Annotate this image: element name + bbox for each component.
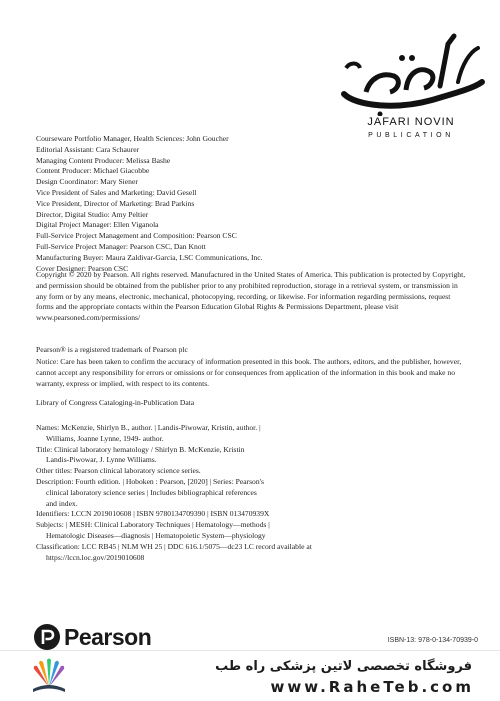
credit-line: Cover Designer: Pearson CSC xyxy=(36,263,129,273)
cip-title-cont: Landis-Piwowar, J. Lynne Williams. xyxy=(46,455,157,465)
cip-description: Description: Fourth edition. | Hoboken : Pearson, [2020] | Series: Pearson's xyxy=(36,476,264,486)
cip-title: Title: Clinical laboratory hematology / Shirlyn B. McKenzie, Kristin xyxy=(36,444,245,454)
credit-line: Full-Service Project Manager: Pearson CSC, Dan Knott xyxy=(36,241,206,251)
pearson-wordmark: Pearson xyxy=(64,624,152,650)
jafari-novin-calligraphy-icon xyxy=(336,28,486,116)
cip-names-cont: Williams, Joanne Lynne, 1949- author. xyxy=(46,433,164,443)
cip-description-cont: clinical laboratory science series | Includes bibliographical references xyxy=(46,487,257,497)
credit-line: Managing Content Producer: Melissa Bashe xyxy=(36,155,171,165)
publisher-subtitle: PUBLICATION xyxy=(368,132,454,139)
loc-heading: Library of Congress Cataloging-in-Publication Data xyxy=(36,398,195,407)
cip-names: Names: McKenzie, Shirlyn B., author. | Landis-Piwowar, Kristin, author. | xyxy=(36,423,261,432)
cip-classification-cont: https://lccn.loc.gov/2019010608 xyxy=(46,552,145,562)
footer-banner xyxy=(0,650,500,701)
credit-line: Director, Digital Studio: Amy Peltier xyxy=(36,209,149,219)
pearson-logo xyxy=(34,624,214,652)
credit-line: Vice President, Director of Marketing: Brad Parkins xyxy=(36,198,195,208)
credit-line: Vice President of Sales and Marketing: David Gesell xyxy=(36,187,197,197)
cip-classification: Classification: LCC RB45 | NLM WH 25 | DDC 616.1/5075—dc23 LC record available at xyxy=(36,541,312,551)
cip-other-titles: Other titles: Pearson clinical laboratory science series. xyxy=(36,466,201,476)
cip-data xyxy=(36,423,476,563)
credit-line: Digital Project Manager: Ellen Viganola xyxy=(36,220,159,230)
credit-line: Content Producer: Michael Giacobbe xyxy=(36,166,150,176)
isbn-label: ISBN-13: 978-0-134-70939-0 xyxy=(387,637,478,644)
credit-line: Manufacturing Buyer: Maura Zaldivar-Garcia, LSC Communications, Inc. xyxy=(36,252,263,262)
copyright-paragraph: Copyright © 2020 by Pearson. All rights reserved. Manufactured in the United States of America. This publication is protected by Copyright, and permission should be obtained from the publisher prior to any prohibited reproduction, storage in a retrieval system, or transmission in any form or by any means, electronic, mechanical, photocopying, recording, or likewise. For information regarding permissions, request forms and the appropriate contacts within the Pearson Education Global Rights & Permissions Department, please visit www.pearsoned.com/permissions/ xyxy=(36,270,466,323)
credit-line: Courseware Portfolio Manager, Health Sciences: John Goucher xyxy=(36,134,229,143)
credits-list xyxy=(36,134,476,274)
notice-paragraph: Notice: Care has been taken to confirm the accuracy of information presented in this book. The authors, editors, and the publisher, however, cannot accept any responsibility for errors or omissions or for consequences from application of the information in this book and make no warranty, express or implied, with respect to its contents. xyxy=(36,357,462,388)
cip-description-cont: and index. xyxy=(46,498,78,508)
banner-persian-text: فروشگاه تخصصی لاتین پزشکی راه طب xyxy=(215,659,472,674)
cip-identifiers: Identifiers: LCCN 2019010608 | ISBN 9780134709390 | ISBN 013470939X xyxy=(36,509,270,519)
publisher-name: JAFARI NOVIN xyxy=(367,116,455,128)
banner-url: www.RaheTeb.com xyxy=(270,678,474,696)
publisher-logo xyxy=(336,28,486,148)
trademark-line: Pearson® is a registered trademark of Pearson plc xyxy=(36,345,188,354)
cip-subjects: Subjects: | MESH: Clinical Laboratory Techniques | Hematology—methods | xyxy=(36,520,270,530)
credit-line: Full-Service Project Management and Composition: Pearson CSC xyxy=(36,231,237,241)
credit-line: Editorial Assistant: Cara Schaurer xyxy=(36,144,140,154)
pearson-p-icon xyxy=(34,624,60,650)
book-fan-icon xyxy=(30,657,68,697)
cip-subjects-cont: Hematologic Diseases—diagnosis | Hematopoietic System—physiology xyxy=(46,530,266,540)
credit-line: Design Coordinator: Mary Siener xyxy=(36,177,138,187)
